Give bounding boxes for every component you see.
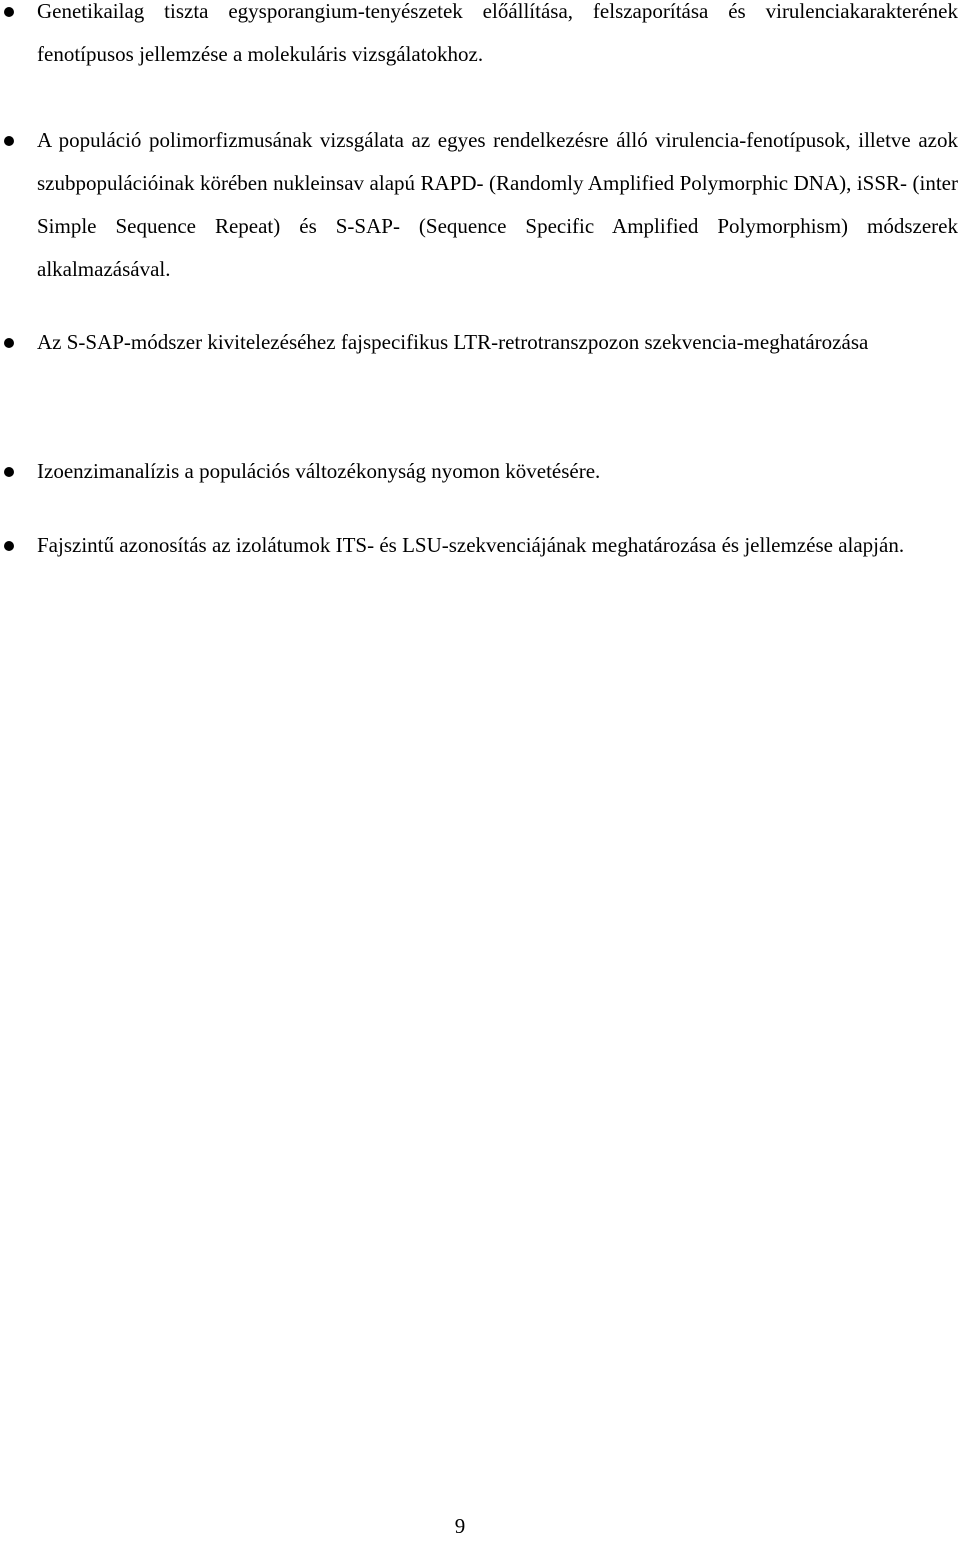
list-item-text: Az S-SAP-módszer kivitelezéséhez fajspecifikus LTR-retrotranszpozon szekvencia-meghatározása <box>37 330 869 354</box>
list-item-text: Genetikailag tiszta egysporangium-tenyészetek előállítása, felszaporítása és virulenciakarakterének fenotípusos jellemzése a molekuláris vizsgálatokhoz. <box>37 0 958 66</box>
bullet-icon <box>4 338 14 348</box>
list-item-text: A populáció polimorfizmusának vizsgálata az egyes rendelkezésre álló virulencia-fenotípusok, illetve azok szubpopulációinak körében nukleinsav alapú RAPD- (Randomly Amplified Polymorphic DNA), iSSR- (inter Simple Sequence Repeat) és S-SAP- (Sequence Specific Amplified Polymorphism) módszerek alkalmazásával. <box>37 128 958 281</box>
bullet-icon <box>4 467 14 477</box>
list-item-text: Izoenzimanalízis a populációs változékonyság nyomon követésére. <box>37 459 601 483</box>
page-number: 9 <box>454 1514 466 1538</box>
bullet-icon <box>4 7 14 17</box>
list-item-text: Fajszintű azonosítás az izolátumok ITS- és LSU-szekvenciájának meghatározása és jellemzése alapján. <box>37 533 905 557</box>
bullet-icon <box>4 541 14 551</box>
bullet-icon <box>4 136 14 146</box>
